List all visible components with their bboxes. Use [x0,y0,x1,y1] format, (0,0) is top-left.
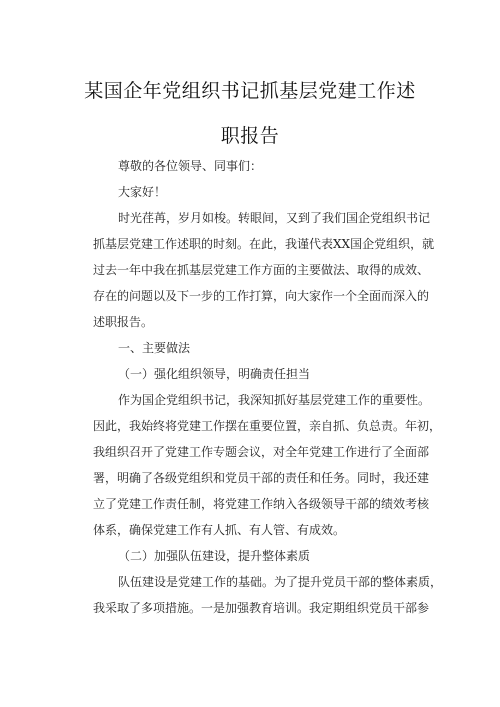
paragraph-1-line: 存在的问题以及下一步的工作打算，向大家作一个全面而深入的 [93,289,430,303]
paragraph-2-line: 作为国企党组织书记，我深知抓好基层党建工作的重要性。 [118,393,431,407]
paragraph-2-line: 体系，确保党建工作有人抓、有人管、有成效。 [93,523,346,537]
paragraph-1-line: 过去一年中我在抓基层党建工作方面的主要做法、取得的成效、 [93,263,430,277]
paragraph-1-line: 时光荏苒，岁月如梭。转眼间，又到了我们国企党组织书记 [118,211,431,225]
subsection-1-heading: （一）强化组织领导，明确责任担当 [118,367,311,381]
paragraph-3-line: 我采取了多项措施。一是加强教育培训。我定期组织党员干部参 [93,601,430,615]
greeting: 大家好！ [118,185,167,199]
paragraph-1-line: 述职报告。 [93,315,154,329]
paragraph-2-line: 署，明确了各级党组织和党员干部的责任和任务。同时，我还建 [93,471,430,485]
salutation: 尊敬的各位领导、同事们： [118,159,263,173]
section-1-heading: 一、主要做法 [118,341,191,355]
paragraph-1-line: 抓基层党建工作述职的时刻。在此，我谨代表XX国企党组织，就 [93,237,435,251]
document-title-line-1: 某国企年党组织书记抓基层党建工作述 [84,80,416,102]
paragraph-2-line: 我组织召开了党建工作专题会议，对全年党建工作进行了全面部 [93,445,430,459]
paragraph-2-line: 因此，我始终将党建工作摆在重要位置，亲自抓、负总责。年初， [93,419,442,433]
paragraph-2-line: 立了党建工作责任制，将党建工作纳入各级领导干部的绩效考核 [93,497,430,511]
document-title-line-2: 职报告 [220,125,280,147]
subsection-2-heading: （二）加强队伍建设，提升整体素质 [118,549,311,563]
paragraph-3-line: 队伍建设是党建工作的基础。为了提升党员干部的整体素质， [118,575,443,589]
